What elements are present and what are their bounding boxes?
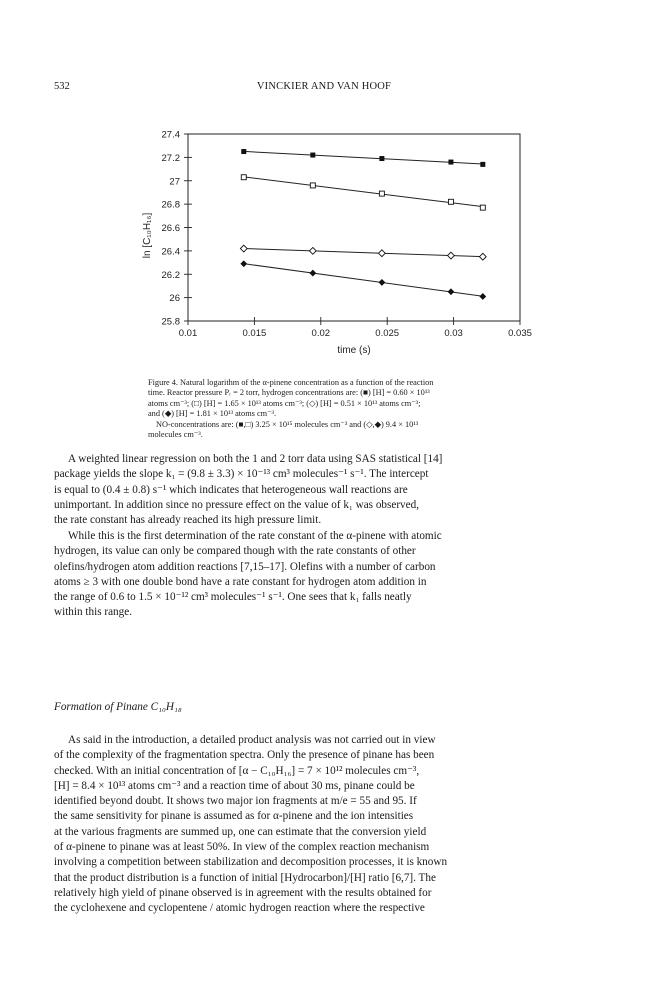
text-line: hydrogen, its value can only be compared though with the rate constants of other [54, 545, 416, 558]
y-tick-label: 27 [169, 176, 180, 188]
text-line: is equal to (0.4 ± 0.8) s⁻¹ which indicates that heterogeneous wall reactions are [54, 483, 408, 496]
data-point-open-square [379, 191, 384, 196]
chart-ln-concentration-vs-time [100, 124, 540, 374]
text-line: the range of 0.6 to 1.5 × 10⁻¹² cm³ molecules⁻¹ s⁻¹. One sees that k₁ falls neatly [54, 591, 412, 604]
text-line: within this range. [54, 606, 132, 619]
data-point-open-diamond [240, 245, 247, 252]
x-tick-label: 0.025 [375, 328, 400, 339]
text-line: As said in the introduction, a detailed product analysis was not carried out in view [68, 734, 436, 746]
paragraph-comparison [54, 529, 594, 621]
text-line: at the various fragments are summed up, one can estimate that the conversion yield [54, 825, 427, 838]
y-tick-label: 26.2 [161, 269, 180, 281]
text-line: relatively high yield of pinane observed is in agreement with the results obtained for [54, 886, 432, 899]
x-tick-label: 0.02 [311, 328, 331, 339]
data-point-open-square [480, 205, 485, 210]
y-tick-label: 27.4 [161, 129, 180, 141]
y-tick-label: 26.6 [161, 223, 180, 234]
x-tick-label: 0.035 [508, 328, 532, 339]
caption-line: molecules cm⁻³. [148, 430, 203, 440]
text-line: of the complexity of the fragmentation spectra. Only the presence of pinane has been [54, 749, 435, 762]
data-point-open-diamond [309, 247, 316, 254]
text-line: checked. With an initial concentration of [α − C₁₀H₁₆] = 7 × 10¹² molecules cm⁻³, [54, 764, 420, 777]
x-tick-label: 0.01 [178, 328, 198, 339]
y-tick-label: 26.4 [161, 246, 180, 258]
caption-line: time. Reactor pressure Pᵣ = 2 torr, hydrogen concentrations are: (■) [H] = 0.60 × 10¹³ [148, 388, 430, 398]
data-point-open-diamond [479, 253, 486, 260]
x-tick-label: 0.03 [444, 328, 463, 339]
text-line: unimportant. In addition since no pressure effect on the value of k₁ was observed, [54, 498, 420, 511]
caption-line: atoms cm⁻³; (□) [H] = 1.65 × 10¹³ atoms cm⁻³; (◇) [H] = 0.51 × 10¹³ atoms cm⁻³; [148, 398, 421, 408]
running-head [54, 81, 594, 95]
caption-line: NO-concentrations are: (■,□) 3.25 × 10¹⁵ molecules cm⁻³ and (◇,◆) 9.4 × 10¹³ [156, 419, 419, 429]
running-title: VINCKIER AND VAN HOOF [256, 81, 392, 92]
y-tick-label: 26.8 [161, 199, 180, 211]
text-line: [H] = 8.4 × 10¹³ atoms cm⁻³ and a reaction time of about 30 ms, pinane could be [54, 779, 415, 792]
page-number: 532 [54, 81, 70, 92]
figure-4 [100, 124, 540, 374]
figure-caption [148, 378, 558, 440]
plot-frame [188, 134, 520, 321]
data-point-open-square [448, 199, 453, 204]
text-line: olefins/hydrogen atom addition reactions [7,15–17]. Olefins with a number of carbon [54, 560, 436, 573]
y-tick-label: 25.8 [161, 316, 180, 328]
data-point-filled-diamond [309, 270, 316, 277]
text-line: the rate constant has already reached its high pressure limit. [54, 514, 322, 527]
text-line: that the product distribution is a function of initial [Hydrocarbon]/[H] ratio [6,7]. The [54, 871, 436, 884]
text-line: A weighted linear regression on both the 1 and 2 torr data using SAS statistical [14] [68, 453, 443, 465]
section-heading: Formation of Pinane C₁₀H₁₈ [54, 701, 182, 713]
data-point-filled-square [448, 160, 453, 165]
data-point-filled-square [379, 156, 384, 161]
x-tick-label: 0.015 [242, 328, 267, 339]
regression-line-filled-square [244, 151, 483, 164]
text-line: the same sensitivity for pinane is assumed as for α-pinene and the ion intensities [54, 810, 414, 823]
text-line: the cyclohexene and cyclopentene / atomic hydrogen reaction where the respective [54, 902, 425, 915]
data-point-filled-diamond [448, 288, 455, 295]
regression-line-open-diamond [244, 249, 483, 257]
caption-line: Figure 4. Natural logarithm of the α-pinene concentration as a function of the reaction [148, 378, 434, 387]
text-line: package yields the slope k₁ = (9.8 ± 3.3) × 10⁻¹³ cm³ molecules⁻¹ s⁻¹. The intercept [54, 468, 429, 481]
data-point-filled-diamond [378, 279, 385, 286]
data-point-filled-square [310, 153, 315, 158]
data-point-open-square [310, 183, 315, 188]
regression-line-open-square [244, 177, 483, 207]
paragraph-regression [54, 452, 594, 528]
data-point-filled-diamond [479, 293, 486, 300]
data-point-open-diamond [448, 252, 455, 259]
text-line: atoms ≥ 3 with one double bond have a rate constant for hydrogen atom addition in [54, 575, 427, 588]
y-axis-label: ln [C₁₀H₁₆] [142, 212, 153, 259]
text-line: While this is the first determination of the rate constant of the α-pinene with atomic [68, 530, 442, 542]
y-tick-label: 26 [169, 293, 180, 305]
data-point-open-square [241, 175, 246, 180]
data-point-filled-diamond [240, 260, 247, 267]
data-point-open-diamond [378, 250, 385, 257]
caption-line: and (◆) [H] = 1.81 × 10¹³ atoms cm⁻³. [148, 409, 277, 419]
text-line: identified beyond doubt. It shows two major ion fragments at m/e = 55 and 95. If [54, 795, 417, 808]
x-axis-label: time (s) [337, 345, 371, 356]
text-line: involving a competition between stabilization and decomposition processes, it is known [54, 856, 448, 869]
regression-line-filled-diamond [244, 264, 483, 297]
data-point-filled-square [241, 149, 246, 154]
y-tick-label: 27.2 [161, 152, 180, 164]
text-line: of α-pinene to pinane was at least 50%. In view of the complex reaction mechanism [54, 841, 430, 854]
paragraph-pinane [54, 733, 594, 917]
data-point-filled-square [480, 162, 485, 167]
